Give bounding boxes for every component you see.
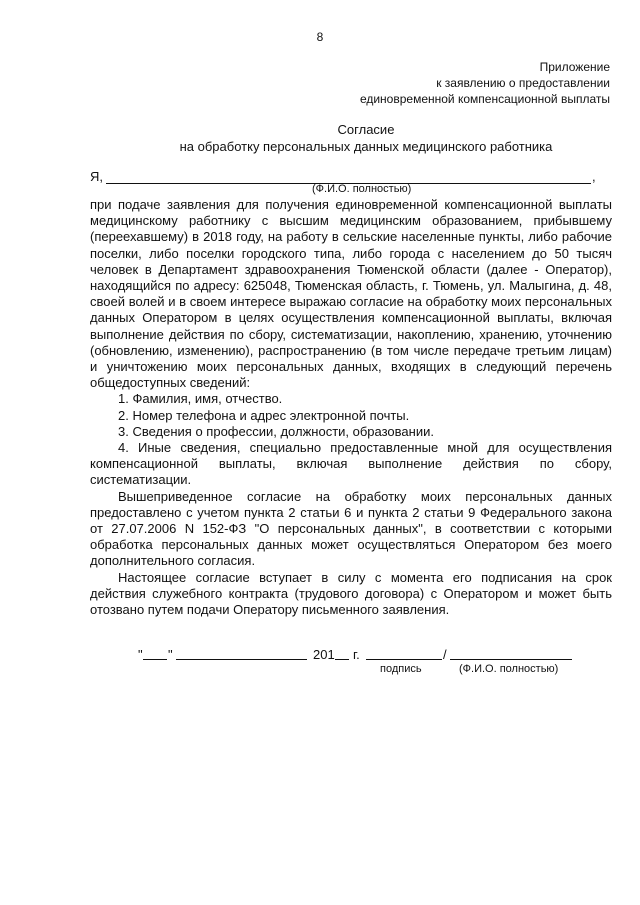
signature-fill-line [366, 647, 442, 660]
legal-basis-paragraph: Вышеприведенное согласие на обработку моих персональных данных предоставлено с учетом пункта 2 статьи 6 и пункта 2 статьи 9 Федерального закона от 27.07.2006 N 152-ФЗ "О персональных данных", в соответствии с которыми обработка персональных данных может осуществляться Оператором без моего дополнительного согласия. [90, 488, 612, 569]
list-item: 1. Фамилия, имя, отчество. [118, 391, 283, 407]
document-title [0, 121, 640, 155]
signature-slash: / [443, 647, 447, 662]
fio-fill-line [450, 647, 572, 660]
annex-line-3: единовременной компенсационной выплаты [359, 92, 610, 106]
fio-caption: (Ф.И.О. полностью) [312, 183, 412, 195]
annex-note [360, 59, 610, 107]
title-line-1: Согласие [337, 122, 395, 137]
ya-label: Я, [90, 169, 103, 184]
validity-paragraph: Настоящее согласие вступает в силу с момента его подписания на срок действия служебного контракта (трудового договора) с Оператором и может быть отозвано путем подачи Оператору письменного заявления. [90, 569, 612, 618]
list-item: 3. Сведения о профессии, должности, образовании. [118, 423, 434, 439]
annex-line-1: Приложение [539, 60, 610, 74]
title-line-2: на обработку персональных данных медицинского работника [179, 139, 553, 154]
date-quote-close: " [168, 647, 173, 662]
consent-body [90, 197, 612, 618]
page-number: 8 [316, 30, 324, 44]
fio-signature-caption: (Ф.И.О. полностью) [459, 663, 559, 675]
list-item: 2. Номер телефона и адрес электронной почты. [118, 407, 410, 423]
signature-caption: подпись [380, 663, 422, 675]
year-suffix: г. [353, 647, 360, 662]
annex-line-2: к заявлению о предоставлении [436, 76, 610, 90]
day-fill-line [143, 647, 167, 660]
year-fill-line [335, 647, 349, 660]
month-fill-line [176, 647, 307, 660]
intro-paragraph: при подаче заявления для получения единовременной компенсационной выплаты медицинскому работнику с высшим медицинским образованием, прибывшему (переехавшему) в 2018 году, на работу в сельские населенные пункты, либо рабочие поселки, либо поселки городского типа, либо города с населением до 50 тысяч человек в Департамент здравоохранения Тюменской области (далее - Оператор), находящийся по адресу: 625048, Тюменская область, г. Тюмень, ул. Малыгина, д. 48, своей волей и в своем интересе выражаю согласие на обработку моих персональных данных Оператором в целях осуществления компенсационной выплаты, включая выполнение действия по сбору, систематизации, накоплению, хранению, уточнению (обновлению, изменению), распространению (в том числе передаче третьим лицам) и уничтожению моих персональных данных, входящих в следующий перечень общедоступных сведений: [90, 197, 612, 391]
list-item: 4. Иные сведения, специально предоставленные мной для осуществления компенсационной выплаты, включая выполнение действия по сбору, систематизации. [90, 440, 612, 488]
year-prefix: 201 [313, 647, 335, 662]
date-quote-open: " [138, 647, 143, 662]
name-comma: , [592, 169, 596, 184]
